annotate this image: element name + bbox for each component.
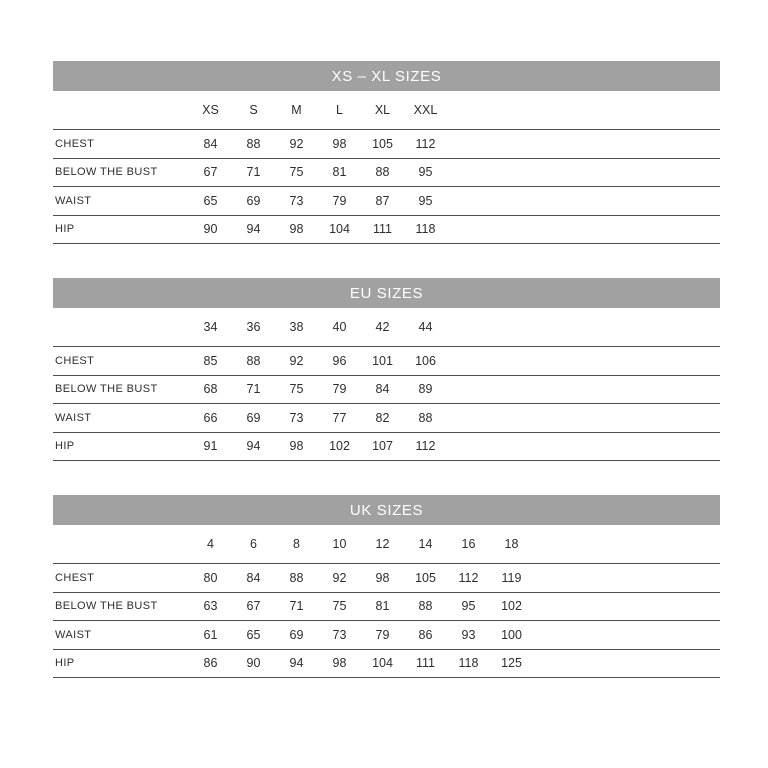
value-cell: 69 (275, 621, 318, 650)
column-header-cell: 36 (232, 308, 275, 347)
table-title: XS – XL SIZES (331, 67, 442, 85)
value-cell: 75 (275, 375, 318, 404)
value-cell: 85 (189, 347, 232, 376)
value-cell: 111 (404, 649, 447, 678)
value-cell: 101 (361, 347, 404, 376)
row-label: BELOW THE BUST (53, 375, 189, 404)
filler-cell (447, 130, 720, 159)
row-label: HIP (53, 215, 189, 244)
value-cell: 69 (232, 404, 275, 433)
size-table-section-eu (53, 278, 720, 461)
value-cell: 81 (318, 158, 361, 187)
value-cell: 100 (490, 621, 533, 650)
value-cell: 111 (361, 215, 404, 244)
value-cell: 98 (318, 130, 361, 159)
column-header-cell: XXL (404, 91, 447, 130)
value-cell: 88 (232, 347, 275, 376)
value-cell: 63 (189, 592, 232, 621)
value-cell: 102 (490, 592, 533, 621)
value-cell: 118 (404, 215, 447, 244)
value-cell: 104 (361, 649, 404, 678)
column-header-cell: 34 (189, 308, 232, 347)
table-row (53, 215, 720, 244)
value-cell: 84 (361, 375, 404, 404)
value-cell: 84 (232, 564, 275, 593)
value-cell: 88 (404, 592, 447, 621)
value-cell: 98 (318, 649, 361, 678)
value-cell: 75 (318, 592, 361, 621)
value-cell: 75 (275, 158, 318, 187)
row-label-header-cell (53, 308, 189, 347)
filler-cell (533, 649, 720, 678)
column-header-row (53, 308, 720, 347)
row-label-header-cell (53, 525, 189, 564)
value-cell: 73 (275, 404, 318, 433)
column-header-cell: 12 (361, 525, 404, 564)
value-cell: 125 (490, 649, 533, 678)
filler-cell (447, 347, 720, 376)
filler-cell (447, 91, 720, 130)
value-cell: 90 (189, 215, 232, 244)
size-table-body (53, 130, 720, 244)
value-cell: 66 (189, 404, 232, 433)
size-table-body (53, 564, 720, 678)
filler-cell (447, 432, 720, 461)
filler-cell (447, 375, 720, 404)
column-header-cell: 42 (361, 308, 404, 347)
size-table (53, 525, 720, 678)
value-cell: 88 (232, 130, 275, 159)
row-label-header-cell (53, 91, 189, 130)
row-label: CHEST (53, 130, 189, 159)
value-cell: 112 (404, 130, 447, 159)
column-header-cell: 8 (275, 525, 318, 564)
size-table-head (53, 308, 720, 347)
value-cell: 104 (318, 215, 361, 244)
row-label: WAIST (53, 621, 189, 650)
value-cell: 90 (232, 649, 275, 678)
filler-cell (533, 592, 720, 621)
filler-cell (447, 158, 720, 187)
filler-cell (447, 187, 720, 216)
value-cell: 68 (189, 375, 232, 404)
column-header-cell: M (275, 91, 318, 130)
table-title-bar (53, 61, 720, 91)
table-row (53, 649, 720, 678)
value-cell: 80 (189, 564, 232, 593)
table-row (53, 347, 720, 376)
table-row (53, 130, 720, 159)
column-header-cell: 16 (447, 525, 490, 564)
filler-cell (447, 308, 720, 347)
table-row (53, 158, 720, 187)
value-cell: 106 (404, 347, 447, 376)
value-cell: 77 (318, 404, 361, 433)
filler-cell (533, 525, 720, 564)
row-label: HIP (53, 432, 189, 461)
column-header-cell: 6 (232, 525, 275, 564)
column-header-cell: 40 (318, 308, 361, 347)
value-cell: 98 (275, 215, 318, 244)
table-title: UK SIZES (349, 501, 424, 519)
value-cell: 79 (361, 621, 404, 650)
row-label: WAIST (53, 404, 189, 433)
value-cell: 84 (189, 130, 232, 159)
value-cell: 95 (404, 187, 447, 216)
filler-cell (533, 564, 720, 593)
table-row (53, 432, 720, 461)
value-cell: 86 (189, 649, 232, 678)
value-cell: 94 (275, 649, 318, 678)
value-cell: 98 (275, 432, 318, 461)
value-cell: 88 (361, 158, 404, 187)
value-cell: 92 (275, 347, 318, 376)
value-cell: 96 (318, 347, 361, 376)
value-cell: 98 (361, 564, 404, 593)
value-cell: 88 (404, 404, 447, 433)
column-header-cell: L (318, 91, 361, 130)
row-label: HIP (53, 649, 189, 678)
value-cell: 65 (232, 621, 275, 650)
row-label: WAIST (53, 187, 189, 216)
table-row (53, 404, 720, 433)
value-cell: 112 (447, 564, 490, 593)
column-header-cell: 14 (404, 525, 447, 564)
column-header-cell: 38 (275, 308, 318, 347)
size-table (53, 91, 720, 244)
value-cell: 71 (275, 592, 318, 621)
value-cell: 71 (232, 158, 275, 187)
value-cell: 67 (189, 158, 232, 187)
value-cell: 92 (275, 130, 318, 159)
column-header-row (53, 91, 720, 130)
row-label: CHEST (53, 347, 189, 376)
table-row (53, 564, 720, 593)
row-label: BELOW THE BUST (53, 592, 189, 621)
filler-cell (447, 404, 720, 433)
value-cell: 94 (232, 215, 275, 244)
value-cell: 91 (189, 432, 232, 461)
column-header-cell: XL (361, 91, 404, 130)
value-cell: 92 (318, 564, 361, 593)
value-cell: 73 (275, 187, 318, 216)
value-cell: 88 (275, 564, 318, 593)
table-title: EU SIZES (349, 284, 424, 302)
column-header-cell: XS (189, 91, 232, 130)
value-cell: 65 (189, 187, 232, 216)
value-cell: 105 (361, 130, 404, 159)
value-cell: 95 (447, 592, 490, 621)
size-table-section-xs-xl (53, 0, 720, 244)
column-header-cell: 44 (404, 308, 447, 347)
value-cell: 89 (404, 375, 447, 404)
column-header-cell: 18 (490, 525, 533, 564)
value-cell: 79 (318, 375, 361, 404)
column-header-cell: 4 (189, 525, 232, 564)
value-cell: 112 (404, 432, 447, 461)
value-cell: 87 (361, 187, 404, 216)
table-title-bar (53, 495, 720, 525)
value-cell: 118 (447, 649, 490, 678)
filler-cell (533, 621, 720, 650)
value-cell: 67 (232, 592, 275, 621)
size-table-head (53, 525, 720, 564)
table-row (53, 592, 720, 621)
size-table-head (53, 91, 720, 130)
column-header-cell: 10 (318, 525, 361, 564)
value-cell: 95 (404, 158, 447, 187)
value-cell: 105 (404, 564, 447, 593)
table-title-bar (53, 278, 720, 308)
value-cell: 71 (232, 375, 275, 404)
size-table-section-uk (53, 495, 720, 678)
value-cell: 93 (447, 621, 490, 650)
value-cell: 94 (232, 432, 275, 461)
value-cell: 86 (404, 621, 447, 650)
value-cell: 107 (361, 432, 404, 461)
size-table-body (53, 347, 720, 461)
table-row (53, 187, 720, 216)
filler-cell (447, 215, 720, 244)
value-cell: 61 (189, 621, 232, 650)
row-label: CHEST (53, 564, 189, 593)
row-label: BELOW THE BUST (53, 158, 189, 187)
column-header-cell: S (232, 91, 275, 130)
value-cell: 81 (361, 592, 404, 621)
value-cell: 102 (318, 432, 361, 461)
table-row (53, 621, 720, 650)
value-cell: 119 (490, 564, 533, 593)
column-header-row (53, 525, 720, 564)
value-cell: 73 (318, 621, 361, 650)
value-cell: 69 (232, 187, 275, 216)
table-row (53, 375, 720, 404)
value-cell: 82 (361, 404, 404, 433)
value-cell: 79 (318, 187, 361, 216)
size-table (53, 308, 720, 461)
